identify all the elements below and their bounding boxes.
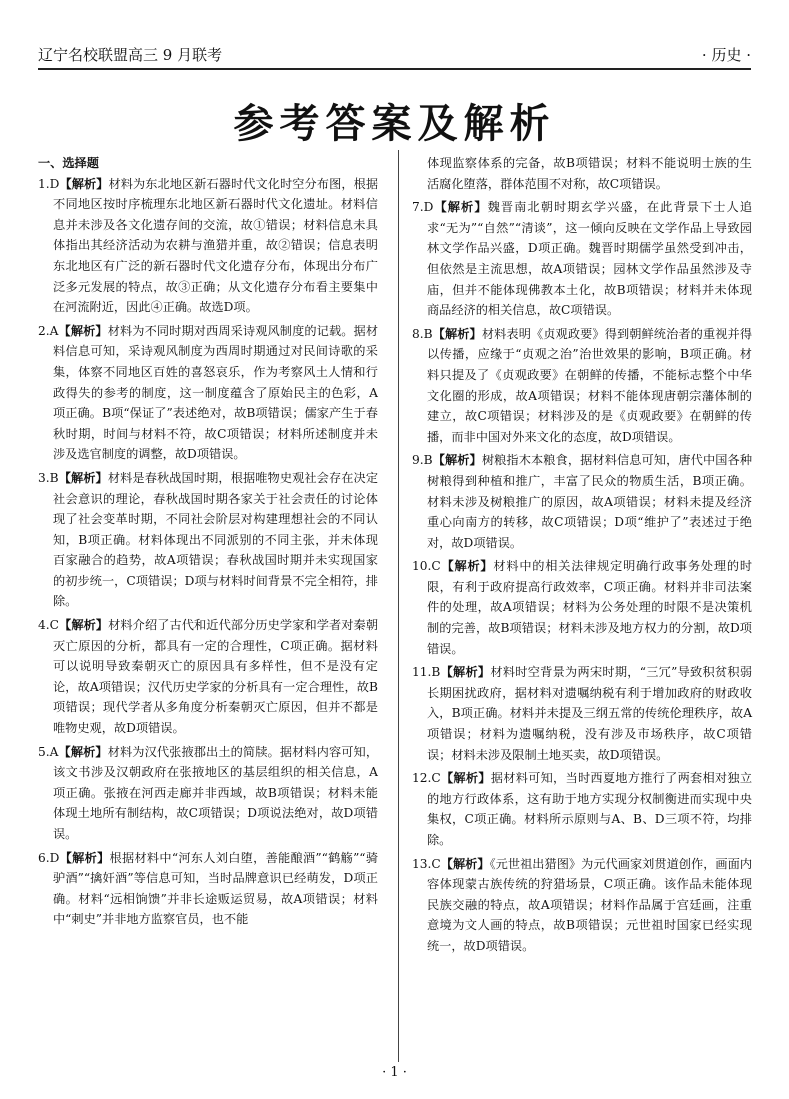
answer-text: 材料为东北地区新石器时代文化时空分布图，根据不同地区按时序梳理东北地区新石器时代文化遗址。材料信息并未涉及各文化遗存间的交流，故①错误；材料信息未具体指出其经济活动为农耕与渔猎并重，故②错误；信息表明东北地区有广泛的新石器时代文化遗存分布，体现出分布广泛多元发展的特点，故③正确；从文化遗存分布看主要集中在河流附近，因此④正确。故选D项。 xyxy=(53,176,379,315)
answer-number: 3.B xyxy=(38,470,59,485)
answer-item xyxy=(412,556,752,659)
answer-number: 10.C xyxy=(412,559,441,574)
analysis-tag: 【解析】 xyxy=(59,850,110,865)
analysis-tag: 【解析】 xyxy=(440,559,494,574)
right-answer-list xyxy=(412,153,752,957)
answer-number: 2.A xyxy=(38,323,59,338)
answer-item xyxy=(412,854,752,957)
analysis-tag: 【解析】 xyxy=(58,470,108,485)
answer-text: 材料介绍了古代和近代部分历史学家和学者对秦朝灭亡原因的分析，都具有一定的合理性，C项正确。据材料可以说明导致秦朝灭亡的原因具有多样性，但不是没有定论，故A项错误；汉代历史学家的分析具有一定合理性，故B项错误；现代学者从多角度分析秦朝灭亡原因，但并不都是唯物史观，故D项错误。 xyxy=(53,618,379,736)
answer-item xyxy=(412,197,752,321)
answer-number: 1.D xyxy=(38,176,60,191)
analysis-tag: 【解析】 xyxy=(432,453,482,468)
answer-text: 《元世祖出猎图》为元代画家刘贯道创作，画面内容体现蒙古族传统的狩猎场景，C项正确。该作品未能体现民族交融的特点，故A项错误；材料作品属于宫廷画，注重意境为文人画的特点，故B项错误；元世祖时国家已经实现统一，故D项错误。 xyxy=(427,856,753,953)
answer-number: 6.D xyxy=(38,850,60,865)
analysis-tag: 【解析】 xyxy=(432,326,482,341)
analysis-tag: 【解析】 xyxy=(433,200,488,215)
section-heading: 一、选择题 xyxy=(38,156,99,170)
column-divider xyxy=(398,150,399,1062)
answer-item xyxy=(38,468,378,612)
answer-item xyxy=(412,450,752,553)
answer-text: 材料中的相关法律规定明确行政事务处理的时限，有利于政府提高行政效率，C项正确。材料并非司法案件的处理，故A项错误；材料为公务处理的时限不是决策机制的完善，故B项错误；材料未涉及地方权力的分割，故D项错误。 xyxy=(427,559,753,656)
answer-text: 据材料可知，当时西夏地方推行了两套相对独立的地方行政体系，这有助于地方实现分权制衡进而实现中央集权，C项正确。材料所示原则与A、B、D三项不符，均排除。 xyxy=(427,771,753,847)
analysis-tag: 【解析】 xyxy=(58,618,109,633)
left-column xyxy=(38,153,378,933)
answer-number: 8.B xyxy=(412,326,433,341)
answer-item xyxy=(38,174,378,318)
answer-text: 材料是春秋战国时期，根据唯物史观社会存在决定社会意识的理论，春秋战国时期各家关于社会责任的讨论体现了社会变革时期，不同社会阶层对构建理想社会的不同认知，B项正确。材料体现出不同派别的不同主张，并未体现百家融合的趋势，故A项错误；春秋战国时期并未实现国家的初步统一，C项错误；D项与材料时间背景不完全相符，排除。 xyxy=(53,470,379,609)
analysis-tag: 【解析】 xyxy=(440,856,490,871)
answer-item xyxy=(38,742,378,845)
answer-number: 13.C xyxy=(412,856,441,871)
page-header xyxy=(38,40,751,70)
analysis-tag: 【解析】 xyxy=(58,744,108,759)
answer-number: 9.B xyxy=(412,453,433,468)
answer-number: 12.C xyxy=(412,771,441,786)
page-number: · 1 · xyxy=(382,1065,407,1080)
answer-item xyxy=(38,615,378,739)
answer-number: 11.B xyxy=(412,665,441,680)
header-subject: · 历史 · xyxy=(701,46,751,64)
left-answer-list xyxy=(38,174,378,930)
header-exam-name: 辽宁名校联盟高三 9 月联考 xyxy=(38,46,223,64)
answer-item xyxy=(38,321,378,465)
answer-number: 7.D xyxy=(412,200,434,215)
answer-item xyxy=(412,153,752,194)
answer-item xyxy=(412,324,752,448)
answer-text: 魏晋南北朝时期玄学兴盛，在此背景下士人追求“无为”“自然”“清谈”，这一倾向反映在文学作品上导致园林文学作品兴盛，D项正确。魏晋时期儒学虽然受到冲击，但依然是主流思想，故A项错误；园林文学作品虽然涉及寺庙，但并不能体现佛教本土化，故B项错误；材料并未体现商品经济的相关信息，故C项错误。 xyxy=(427,200,753,318)
answer-number: 4.C xyxy=(38,618,59,633)
answer-number: 5.A xyxy=(38,744,59,759)
answer-item xyxy=(412,662,752,765)
analysis-tag: 【解析】 xyxy=(440,771,491,786)
analysis-tag: 【解析】 xyxy=(59,176,109,191)
answer-item xyxy=(38,848,378,930)
analysis-tag: 【解析】 xyxy=(440,665,491,680)
right-column xyxy=(412,153,752,960)
answer-text: 根据材料中“河东人刘白堕，善能酿酒”“鹤觞”“骑驴酒”“擒奸酒”等信息可知，当时品牌意识已经萌发，D项正确。材料“远相饷馈”并非长途贩运贸易，故A项错误；材料中“刺史”并非地方监察官员，也不能 xyxy=(53,850,379,927)
answer-text: 材料为不同时期对西周采诗观风制度的记载。据材料信息可知，采诗观风制度为西周时期通过对民间诗歌的采集，体察不同地区百姓的喜怒哀乐，作为考察风土人情和行政得失的参考的制度，这一制度蕴含了原始民主的色彩，A项正确。B项“保证了”表述绝对，故B项错误；儒家产生于春秋时期，时间与材料不符，故C项错误；材料所述制度并未涉及选官制度的调整，故D项错误。 xyxy=(53,323,379,462)
answer-text: 体现监察体系的完备，故B项错误；材料不能说明士族的生活腐化堕落，群体范围不对称，故C项错误。 xyxy=(427,156,752,191)
answer-text: 材料表明《贞观政要》得到朝鲜统治者的重视并得以传播，应缘于“贞观之治”治世效果的影响，B项正确。材料只提及了《贞观政要》在朝鲜的传播，不能标志整个中华文化圈的形成，故A项错误；材料不能体现唐朝宗藩体制的建立，故C项错误；材料涉及的是《贞观政要》在朝鲜的传播，而非中国对外来文化的态度，故D项错误。 xyxy=(427,326,753,444)
answer-item xyxy=(412,768,752,850)
analysis-tag: 【解析】 xyxy=(58,323,108,338)
page-title: 参考答案及解析 xyxy=(233,101,556,147)
answer-text: 材料时空背景为两宋时期，“三冗”导致积贫积弱长期困扰政府，据材料对遗嘱纳税有利于增加政府的财政收入，B项正确。材料并未提及三纲五常的传统伦理秩序，故A项错误；材料为遗嘱纳税，没有涉及市场秩序，故C项错误；材料未涉及限制土地买卖，故D项错误。 xyxy=(427,665,753,762)
answer-text: 树粮指木本粮食，据材料信息可知，唐代中国各种树粮得到种植和推广，丰富了民众的物质生活，B项正确。材料未涉及树粮推广的原因，故A项错误；材料未提及经济重心向南方的转移，故C项错误；D项“维护了”表述过于绝对，故D项错误。 xyxy=(427,453,753,550)
answer-text: 材料为汉代张掖郡出土的简牍。据材料内容可知，该文书涉及汉朝政府在张掖地区的基层组织的相关信息，A项正确。张掖在河西走廊并非西域，故B项错误；材料未能体现土地所有制结构，故C项错误；D项说法绝对，故D项错误。 xyxy=(53,744,379,841)
